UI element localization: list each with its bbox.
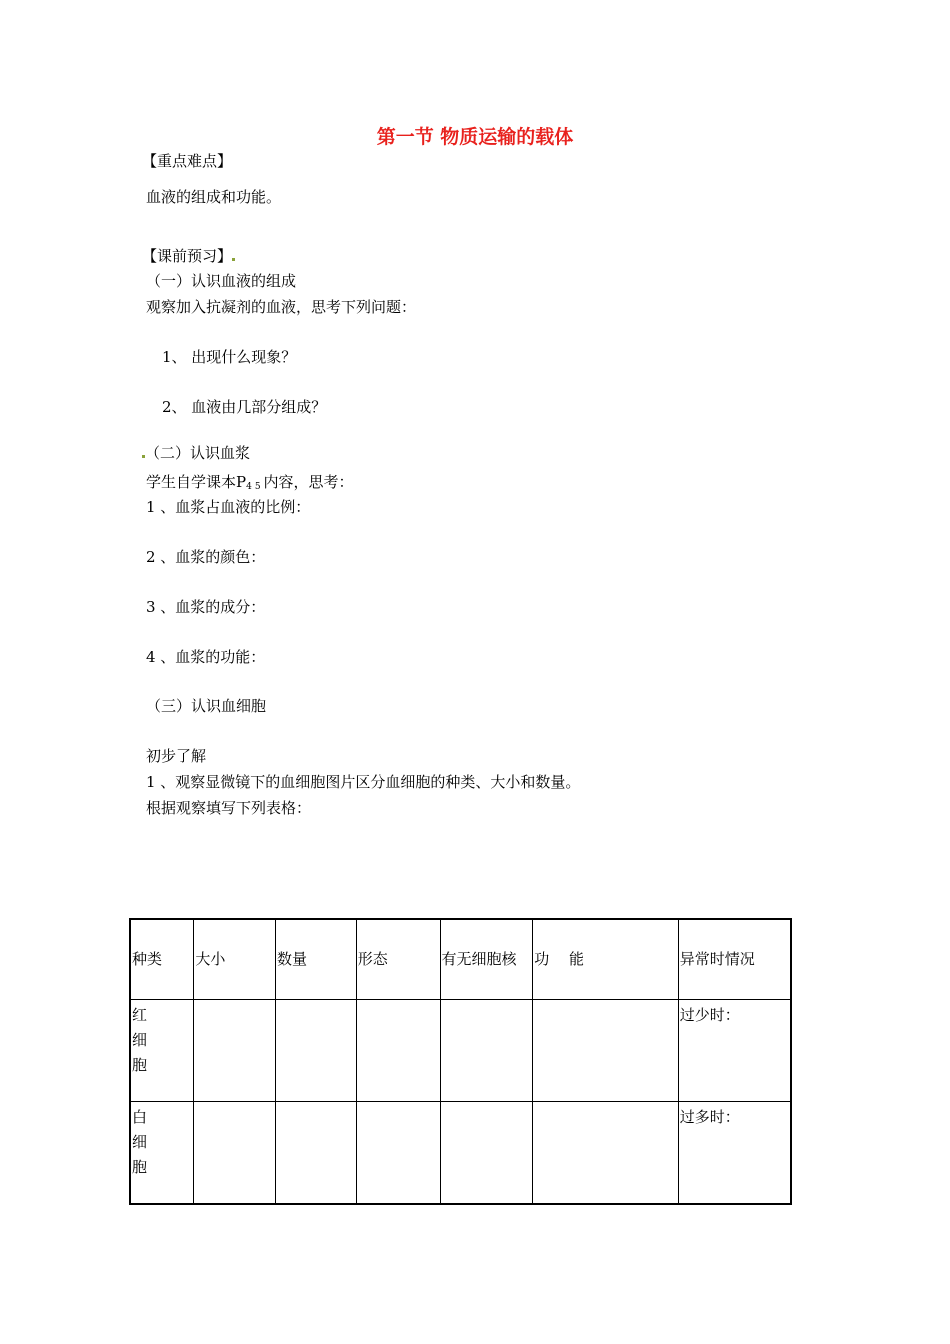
header-cell-function: 功 能 (533, 919, 679, 1000)
answer-cell[interactable] (440, 1102, 533, 1205)
table-row (130, 1102, 791, 1205)
answer-cell[interactable] (356, 1102, 440, 1205)
part1-heading: （一）认识血液的组成 (146, 272, 297, 290)
abnormal-cell[interactable]: 过少时： (678, 1000, 791, 1102)
row-type-label: 白细胞 (132, 1108, 148, 1176)
part3-heading: （三）认识血细胞 (146, 697, 267, 715)
key-points-text: 血液的组成和功能。 (146, 188, 282, 206)
part3-instruction: 根据观察填写下列表格： (146, 799, 312, 817)
part2-intro-after: 内容，思考： (263, 473, 354, 491)
row-type-cell (130, 1000, 194, 1102)
part2-question-1: 1 、血浆占血液的比例： (146, 498, 311, 516)
part2-question-4: 4 、血浆的功能： (146, 648, 266, 666)
row-type-label: 红细胞 (132, 1006, 148, 1074)
row-type-cell (130, 1102, 194, 1205)
answer-cell[interactable] (276, 1000, 357, 1102)
blood-cell-table (129, 918, 792, 1205)
page-title: 第一节 物质运输的载体 (376, 126, 574, 148)
part1-question-2: 2、 血液由几部分组成？ (162, 398, 327, 416)
preview-heading-line (142, 246, 235, 266)
part1-intro: 观察加入抗凝剂的血液，思考下列问题： (146, 298, 417, 316)
part3-question-1: 1 、观察显微镜下的血细胞图片区分血细胞的种类、大小和数量。 (146, 773, 581, 791)
part2-question-3: 3 、血浆的成分： (146, 598, 266, 616)
part3-subheading: 初步了解 (146, 747, 207, 765)
answer-cell[interactable] (440, 1000, 533, 1102)
table-header-row (130, 919, 791, 1000)
part2-heading-line (142, 443, 250, 463)
preview-heading: 【课前预习】 (142, 247, 233, 265)
answer-cell[interactable] (194, 1000, 276, 1102)
header-cell-type: 种类 (130, 919, 194, 1000)
marker-dot-icon (232, 258, 235, 261)
answer-cell[interactable] (533, 1102, 679, 1205)
part2-intro (146, 472, 354, 497)
key-points-heading: 【重点难点】 (142, 152, 233, 170)
answer-cell[interactable] (276, 1102, 357, 1205)
table-row (130, 1000, 791, 1102)
part2-page-number: 45 (246, 482, 264, 492)
answer-cell[interactable] (533, 1000, 679, 1102)
header-cell-size: 大小 (194, 919, 276, 1000)
header-cell-abnormal: 异常时情况 (678, 919, 791, 1000)
abnormal-cell[interactable]: 过多时： (678, 1102, 791, 1205)
part2-heading: （二）认识血浆 (145, 444, 251, 462)
part2-intro-before: 学生自学课本P (146, 473, 247, 491)
answer-cell[interactable] (356, 1000, 440, 1102)
header-cell-shape: 形态 (356, 919, 440, 1000)
part2-question-2: 2 、血浆的颜色： (146, 548, 266, 566)
answer-cell[interactable] (194, 1102, 276, 1205)
header-cell-nucleus: 有无细胞核 (440, 919, 533, 1000)
part1-question-1: 1、 出现什么现象？ (162, 348, 297, 366)
header-cell-count: 数量 (276, 919, 357, 1000)
